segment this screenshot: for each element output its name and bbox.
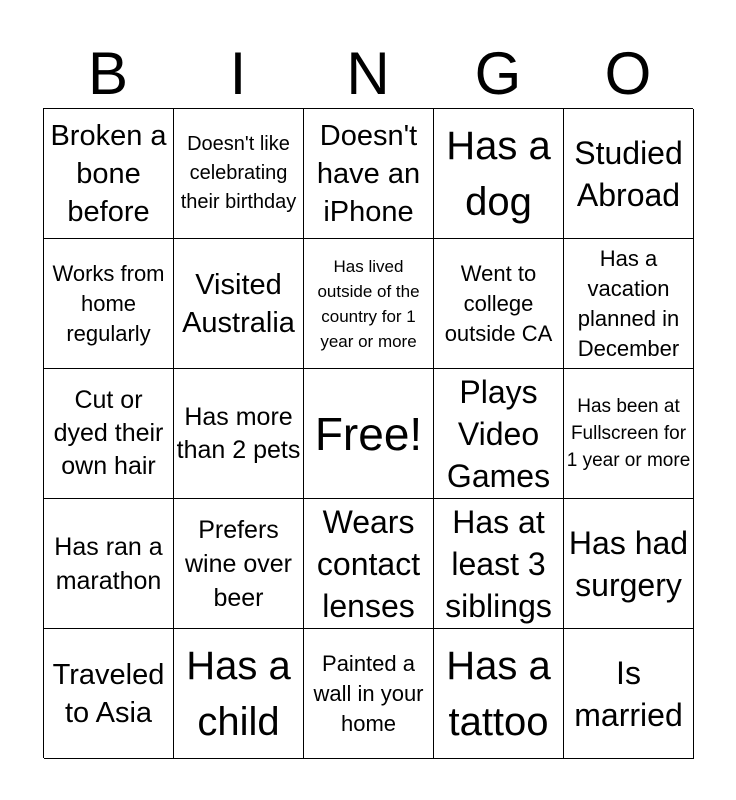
- cell-text: Prefers wine over beer: [185, 515, 292, 612]
- cell-text: Has lived outside of the country for 1 year or more: [317, 256, 420, 351]
- bingo-cell[interactable]: [44, 629, 174, 759]
- bingo-cell[interactable]: [564, 239, 694, 369]
- cell-text: Has been at Fullscreen for 1 year or more: [566, 396, 691, 471]
- cell-text: Doesn't like celebrating their birthday: [180, 133, 297, 213]
- cell-text: Went to college outside CA: [444, 260, 553, 346]
- free-space-text: Free!: [314, 407, 423, 460]
- cell-text: Has a child: [186, 643, 291, 744]
- bingo-cell[interactable]: [434, 369, 564, 499]
- bingo-cell[interactable]: [174, 369, 304, 499]
- header-letter-n: N: [346, 40, 390, 107]
- bingo-board: [43, 108, 693, 758]
- bingo-cell[interactable]: [174, 239, 304, 369]
- header-letter-b: B: [87, 40, 129, 107]
- cell-text: Painted a wall in your home: [313, 650, 424, 736]
- bingo-cell[interactable]: [174, 629, 304, 759]
- bingo-cell[interactable]: [564, 109, 694, 239]
- cell-text: Doesn't have an iPhone: [316, 119, 421, 228]
- bingo-cell[interactable]: [564, 629, 694, 759]
- bingo-header: [43, 40, 693, 108]
- bingo-cell[interactable]: [434, 109, 564, 239]
- bingo-cell[interactable]: [434, 629, 564, 759]
- cell-text: Wears contact lenses: [316, 503, 421, 624]
- bingo-cell[interactable]: [564, 369, 694, 499]
- bingo-cell[interactable]: [304, 629, 434, 759]
- cell-text: Has ran a marathon: [54, 532, 163, 595]
- bingo-cell[interactable]: [174, 499, 304, 629]
- header-letter-g: G: [474, 40, 522, 107]
- cell-text: Has had surgery: [568, 524, 689, 603]
- header-letter-i: I: [229, 40, 247, 107]
- cell-text: Visited Australia: [182, 268, 295, 339]
- cell-text: Works from home regularly: [52, 260, 165, 346]
- cell-text: Has at least 3 siblings: [445, 503, 552, 624]
- cell-text: Traveled to Asia: [52, 658, 165, 729]
- header-letter-o: O: [604, 40, 652, 107]
- cell-text: Has a dog: [446, 123, 551, 224]
- bingo-cell[interactable]: [434, 499, 564, 629]
- cell-text: Cut or dyed their own hair: [53, 386, 164, 480]
- bingo-cell[interactable]: [564, 499, 694, 629]
- cell-text: Has a vacation planned in December: [577, 245, 680, 361]
- cell-text: Has a tattoo: [446, 643, 551, 744]
- bingo-cell[interactable]: [304, 239, 434, 369]
- cell-text: Has more than 2 pets: [176, 402, 301, 464]
- cell-text: Broken a bone before: [50, 119, 167, 228]
- bingo-cell[interactable]: [44, 109, 174, 239]
- bingo-cell[interactable]: [174, 109, 304, 239]
- bingo-cell[interactable]: [44, 239, 174, 369]
- cell-text: Studied Abroad: [574, 134, 683, 213]
- bingo-cell free-space[interactable]: [304, 369, 434, 499]
- cell-text: Is married: [574, 654, 683, 733]
- bingo-cell[interactable]: [304, 499, 434, 629]
- bingo-cell[interactable]: [44, 369, 174, 499]
- bingo-cell[interactable]: [434, 239, 564, 369]
- bingo-cell[interactable]: [44, 499, 174, 629]
- cell-text: Plays Video Games: [446, 373, 551, 494]
- bingo-cell[interactable]: [304, 109, 434, 239]
